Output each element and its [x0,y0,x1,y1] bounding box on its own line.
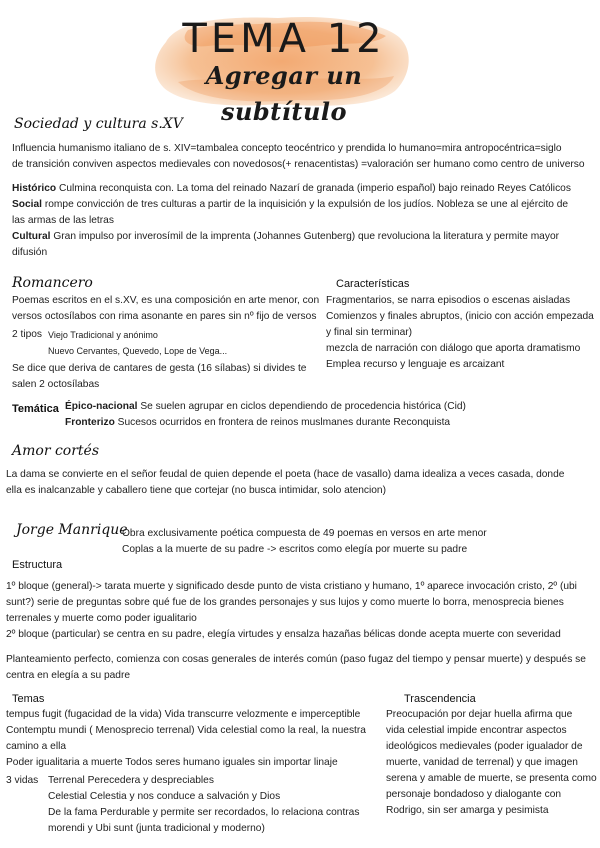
text-line: salen 2 octosílabas [12,379,100,390]
estructura-heading: Estructura [12,559,63,571]
romancero-deriva [12,361,330,393]
page-subtitle: Agregar un subtítulo [205,61,363,126]
text-line: ella es inalcanzable y caballero tiene que cortejar (no busca intimidar, solo atencion) [6,485,386,496]
text-line: centra en elegía a su padre [6,670,131,681]
text-line: Planteamiento perfecto, comienza con cosas generales de interés común (paso fugaz del tiempo y pensar muerte) y después se [6,654,586,665]
text-epico: Se suelen agrupar en ciclos dependiendo de procedencia histórica (Cid) [140,401,466,412]
text-line: Obra exclusivamente poética compuesta de 49 poemas en versos en arte menor [122,528,487,539]
planteamiento-text [6,652,598,684]
list-item: Emplea recurso y lenguaje es arcaizant [326,359,505,370]
text-line: sunt?) serie de preguntas sobre qué fue de los grandes personajes y sus lujos y como muerte lo borra, menosprecia bienes [6,597,564,608]
tipos-label: 2 tipos [12,329,43,340]
text-line: terrenales y muerte como poder igualitario [6,613,197,624]
text-line: Coplas a la muerte de su padre -> escritos como elegía por muerte su padre [122,544,468,555]
manrique-intro [122,526,596,558]
text-line: La dama se convierte en el señor feudal de quien depende el poeta (hace de vasallo) dama idealiza a veces casada, donde [6,469,565,480]
list-item: Contemptu mundi ( Menosprecio terrenal) Vida celestial como la real, la nuestra [6,725,366,736]
romancero-definition [12,293,330,325]
label-historico: Histórico [12,183,57,194]
sociedad-intro [12,141,596,173]
list-item: tempus fugit (fugacidad de la vida) Vida transcurre velozmente e imperceptible [6,709,361,720]
text-line: Poemas escritos en el s.XV, es una composición en arte menor, con [12,295,320,306]
section-heading-sociedad: Sociedad y cultura s.XV [14,116,183,132]
text-line: personaje bondadoso y dialogante con [386,789,562,800]
text-line: de transición conviven aspectos medievales con novedosos(+ renacentistas) =valoración ser humano como centro de universo [12,159,585,170]
text-fronterizo: Sucesos ocurridos en frontera de reinos muslmanes durante Reconquista [117,417,451,428]
vidas-list [48,773,384,837]
tematica-label: Temática [12,403,59,415]
tematica-list [65,399,597,431]
trascendencia-heading: Trascendencia [404,693,476,705]
label-cultural: Cultural [12,231,51,242]
text-social-cont: las armas de las letras [12,215,114,226]
sociedad-details [12,181,596,261]
list-item: Fragmentarios, se narra episodios o escenas aisladas [326,295,571,306]
label-social: Social [12,199,43,210]
section-heading-amor: Amor cortés [12,443,100,459]
section-heading-romancero: Romancero [12,275,93,291]
text-line: 2º bloque (particular) se centra en su padre, elegía virtudes y ensalza hazañas bélicas donde acepta muerte con severidad [6,629,561,640]
text-cultural-cont: difusión [12,247,48,258]
text-historico: Culmina reconquista con. La toma del reinado Nazarí de granada (imperio español) bajo reinado Reyes Católicos [59,183,571,194]
text-line: Preocupación por dejar huella afirma que [386,709,573,720]
section-heading-manrique: Jorge Manrique [16,522,128,538]
temas-heading: Temas [12,693,45,705]
text-line: 1º bloque (general)-> tarata muerte y significado desde punto de vista cristiano y humano, 1º aparece invocación cristo, 2º (ubi [6,581,577,592]
label-fronterizo: Fronterizo [65,417,115,428]
text-line: Rodrigo, sin ser amarga y pesimista [386,805,549,816]
text-line: serena y amable de muerte, se presenta como [386,773,597,784]
estructura-text [6,579,598,643]
text-line: Influencia humanismo italiano de s. XIV=tambalea concepto teocéntrico y prendida lo humano=mira antropocéntrica=siglo [12,143,562,154]
list-item: Terrenal Perecedera y despreciables [48,775,214,786]
temas-list [6,707,386,771]
text-line: versos octosílabos con rima asonante en pares sin nº fijo de versos [12,311,317,322]
list-item: Poder igualitaria a muerte Todos seres humano iguales sin importar linaje [6,757,338,768]
tipo-nuevo: Nuevo Cervantes, Quevedo, Lope de Vega... [48,346,228,356]
label-epico: Épico-nacional [65,401,138,412]
text-line: ideológicos medievales (poder igualador de [386,741,583,752]
list-item: morendi y Ubi sunt (junta tradicional y moderno) [48,823,265,834]
page-title: TEMA 12 [182,16,386,62]
text-cultural: Gran impulso por inverosímil de la imprenta (Johannes Gutenberg) que revoluciona la literatura y permite mayor [53,231,559,242]
tipo-viejo: Viejo Tradicional y anónimo [48,330,158,340]
caracteristicas-list [326,293,598,373]
trascendencia-list [386,707,598,819]
text-line: vida celestial impide encontrar aspectos [386,725,567,736]
text-line: muerte, vanidad de terrenal) y que imagen [386,757,578,768]
list-item: De la fama Perdurable y permite ser recordados, lo relaciona contras [48,807,360,818]
text-line: Se dice que deriva de cantares de gesta (16 sílabas) si divides te [12,363,307,374]
list-item: mezcla de narración con diálogo que aporta dramatismo [326,343,581,354]
text-social: rompe convicción de tres culturas a partir de la inquisición y la expulsión de los judíos. Nobleza se une al ejército de [44,199,569,210]
caracteristicas-heading: Características [336,278,410,290]
amor-text [6,467,596,499]
list-item: y final sin terminar) [326,327,413,338]
list-item: camino a ella [6,741,67,752]
list-item: Celestial Celestia y nos conduce a salvación y Dios [48,791,281,802]
vidas-label: 3 vidas [6,775,39,786]
list-item: Comienzos y finales abruptos, (inicio con acción empezada [326,311,594,322]
